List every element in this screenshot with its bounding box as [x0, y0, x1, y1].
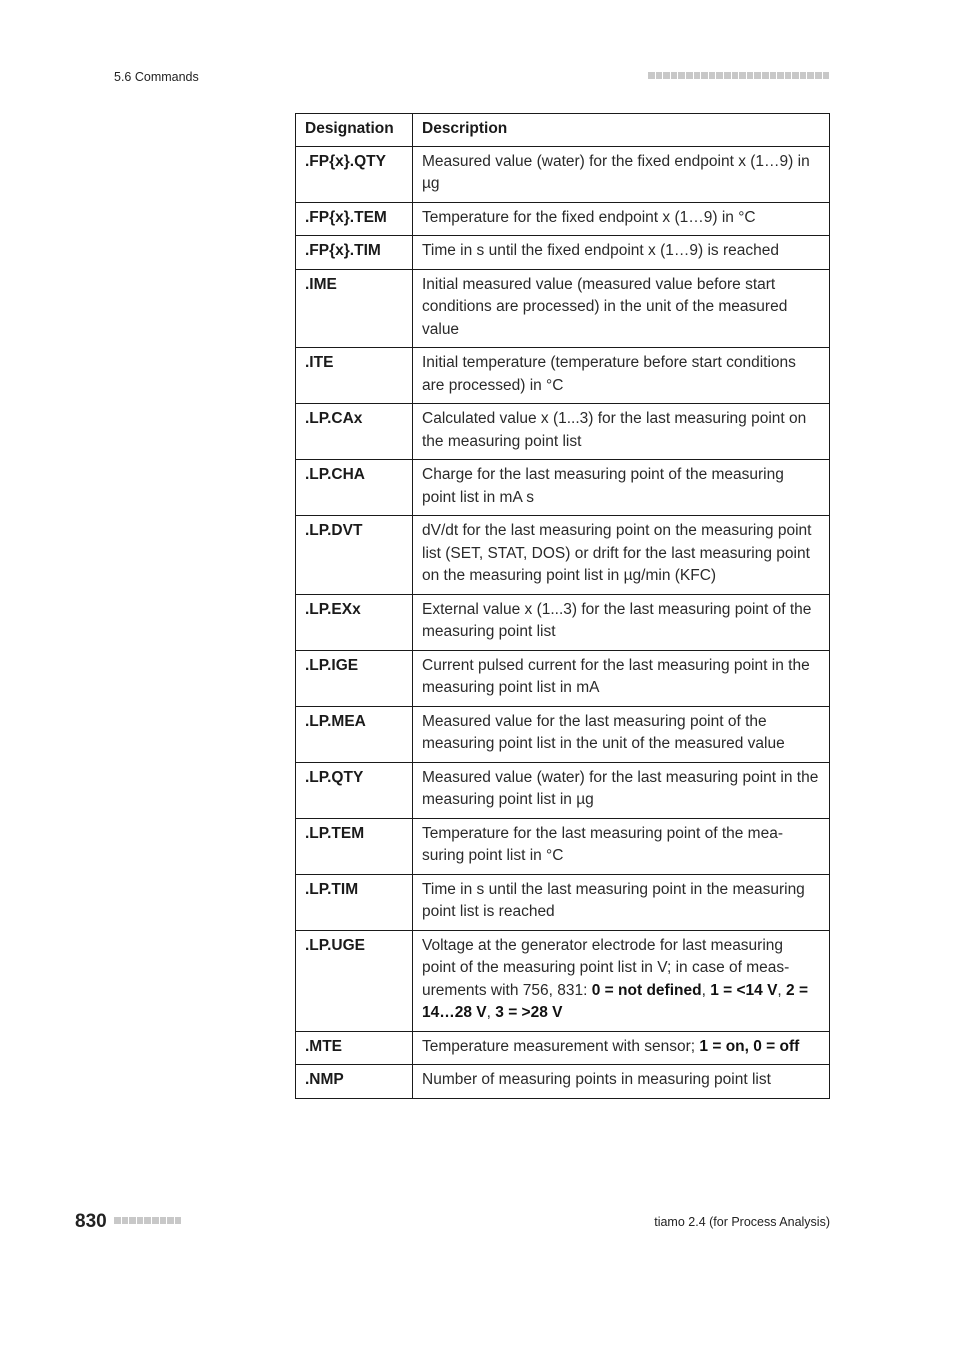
decoration-block — [716, 72, 723, 79]
decoration-block — [815, 72, 822, 79]
description-separator: , — [701, 981, 711, 999]
decoration-block — [175, 1217, 182, 1224]
description-separator: , — [486, 1004, 496, 1021]
designation-cell: .MTE — [296, 1031, 413, 1065]
table-row — [296, 594, 830, 650]
decoration-block — [114, 1217, 121, 1224]
designation-cell: .FP{x}.TEM — [296, 202, 413, 236]
designation-cell: .LP.DVT — [296, 516, 413, 595]
decoration-block — [122, 1217, 129, 1224]
decoration-block — [777, 72, 784, 79]
decoration-block — [167, 1217, 174, 1224]
table-row — [296, 706, 830, 762]
description-cell: dV/dt for the last measuring point on the measuring point list (SET, STAT, DOS) or drift for the last measuring point on the measuring point list in µg/min (KFC) — [413, 516, 830, 595]
description-cell: Temperature for the last measuring point of the measuring point list in °C — [413, 818, 830, 874]
description-cell: Current pulsed current for the last measuring point in the measuring point list in mA — [413, 650, 830, 706]
description-cell: Initial temperature (temperature before start conditions are processed) in °C — [413, 348, 830, 404]
decoration-block — [792, 72, 799, 79]
running-header-section: 5.6 Commands — [114, 70, 199, 84]
decoration-block — [762, 72, 769, 79]
designation-cell: .LP.MEA — [296, 706, 413, 762]
header-decoration — [648, 72, 830, 81]
description-separator: , — [777, 981, 787, 999]
designation-cell: .LP.TIM — [296, 874, 413, 930]
decoration-block — [137, 1217, 144, 1224]
table-row — [296, 874, 830, 930]
description-value-bold: 1 = on, 0 = off — [699, 1037, 800, 1055]
designation-cell: .ITE — [296, 348, 413, 404]
decoration-block — [694, 72, 701, 79]
description-cell: Time in s until the last measuring point in the measuring point list is reached — [413, 874, 830, 930]
description-cell: External value x (1...3) for the last measuring point of the measuring point list — [413, 594, 830, 650]
description-cell: Initial measured value (measured value before start conditions are processed) in the unit of the measured value — [413, 269, 830, 348]
decoration-block — [663, 72, 670, 79]
decoration-block — [770, 72, 777, 79]
decoration-block — [144, 1217, 151, 1224]
decoration-block — [686, 72, 693, 79]
description-cell: Measured value for the last measuring point of the measuring point list in the unit of the measured value — [413, 706, 830, 762]
footer-document-title: tiamo 2.4 (for Process Analysis) — [654, 1215, 830, 1229]
description-cell: Measured value (water) for the last measuring point in the measuring point list in µg — [413, 762, 830, 818]
designation-cell: .FP{x}.QTY — [296, 146, 413, 202]
table-row — [296, 930, 830, 1031]
designation-cell: .LP.IGE — [296, 650, 413, 706]
decoration-block — [747, 72, 754, 79]
table-body — [296, 146, 830, 1098]
description-cell — [413, 930, 830, 1031]
decoration-block — [754, 72, 761, 79]
decoration-block — [671, 72, 678, 79]
decoration-block — [678, 72, 685, 79]
decoration-block — [732, 72, 739, 79]
description-value-bold: 0 = not defined — [591, 981, 702, 999]
table-row — [296, 650, 830, 706]
table-row — [296, 146, 830, 202]
description-cell: Number of measuring points in measuring point list — [413, 1065, 830, 1099]
column-header-description: Description — [413, 114, 830, 147]
table-row — [296, 762, 830, 818]
designation-cell: .LP.TEM — [296, 818, 413, 874]
description-cell: Charge for the last measuring point of the measuring point list in mA s — [413, 460, 830, 516]
decoration-block — [152, 1217, 159, 1224]
table-row — [296, 516, 830, 595]
table-row — [296, 1065, 830, 1099]
table-row — [296, 269, 830, 348]
decoration-block — [701, 72, 708, 79]
table-row — [296, 404, 830, 460]
column-header-designation: Designation — [296, 114, 413, 147]
description-cell: Measured value (water) for the fixed endpoint x (1…9) in µg — [413, 146, 830, 202]
description-cell: Temperature for the fixed endpoint x (1…9) in °C — [413, 202, 830, 236]
decoration-block — [807, 72, 814, 79]
description-text: Voltage at the generator electrode for last measuring point of the measuring point list in V; in case of measurements with 756, 831: — [422, 936, 790, 999]
decoration-block — [823, 72, 830, 79]
decoration-block — [648, 72, 655, 79]
description-cell: Calculated value x (1...3) for the last measuring point on the measuring point list — [413, 404, 830, 460]
decoration-block — [739, 72, 746, 79]
decoration-block — [129, 1217, 136, 1224]
table-row — [296, 236, 830, 270]
designation-cell: .IME — [296, 269, 413, 348]
description-text: Temperature measurement with sensor; — [422, 1037, 700, 1055]
decoration-block — [656, 72, 663, 79]
description-cell — [413, 1031, 830, 1065]
description-value-bold: 1 = <14 V — [710, 981, 778, 999]
designation-cell: .LP.CHA — [296, 460, 413, 516]
designation-cell: .FP{x}.TIM — [296, 236, 413, 270]
table-row — [296, 1031, 830, 1065]
decoration-block — [160, 1217, 167, 1224]
page-number: 830 — [75, 1211, 107, 1232]
decoration-block — [800, 72, 807, 79]
designation-cell: .LP.UGE — [296, 930, 413, 1031]
designation-cell: .LP.QTY — [296, 762, 413, 818]
decoration-block — [785, 72, 792, 79]
table-header-row — [296, 114, 830, 147]
designation-cell: .NMP — [296, 1065, 413, 1099]
decoration-block — [724, 72, 731, 79]
description-value-bold: 3 = >28 V — [495, 1004, 563, 1021]
designation-cell: .LP.CAx — [296, 404, 413, 460]
table-row — [296, 818, 830, 874]
description-value-bold: 2 = 14…28 V — [422, 981, 809, 1021]
decoration-block — [709, 72, 716, 79]
table-row — [296, 460, 830, 516]
footer-decoration — [114, 1217, 181, 1224]
table-row — [296, 348, 830, 404]
designation-cell: .LP.EXx — [296, 594, 413, 650]
description-cell: Time in s until the fixed endpoint x (1…9) is reached — [413, 236, 830, 270]
table-row — [296, 202, 830, 236]
commands-table — [295, 113, 830, 1099]
